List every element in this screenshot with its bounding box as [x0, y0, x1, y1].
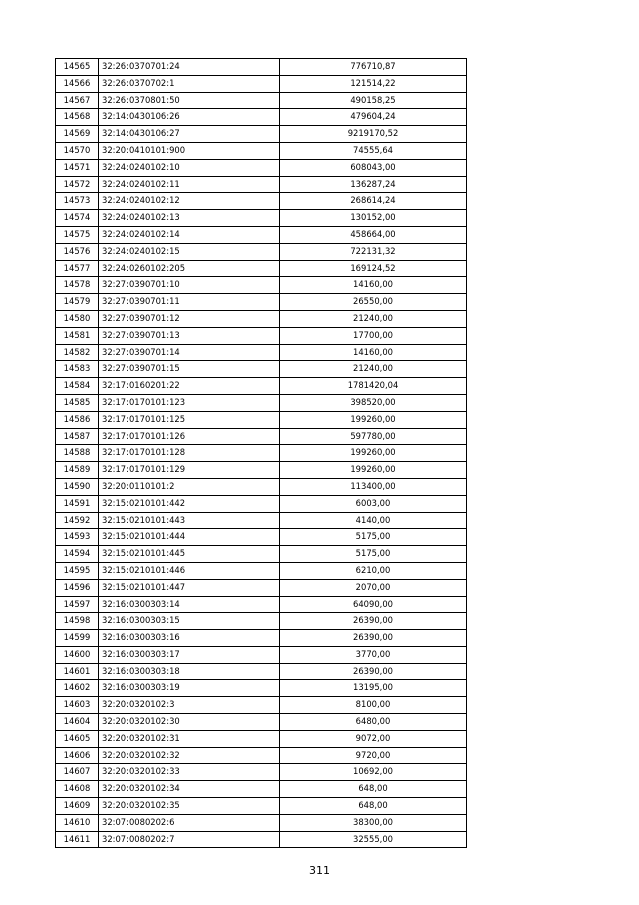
value-cell: 26390,00	[280, 663, 467, 680]
table-row	[56, 361, 467, 378]
row-number-cell: 14585	[56, 394, 99, 411]
table-row	[56, 260, 467, 277]
table-body	[56, 59, 467, 848]
row-number-cell: 14566	[56, 75, 99, 92]
row-number-cell: 14573	[56, 193, 99, 210]
table-row	[56, 310, 467, 327]
row-number-cell: 14604	[56, 714, 99, 731]
value-cell: 5175,00	[280, 546, 467, 563]
value-cell: 21240,00	[280, 361, 467, 378]
table-row	[56, 831, 467, 848]
value-cell: 26390,00	[280, 613, 467, 630]
document-page	[55, 58, 467, 848]
table-row	[56, 159, 467, 176]
row-number-cell: 14595	[56, 562, 99, 579]
table-row	[56, 714, 467, 731]
value-cell: 490158,25	[280, 92, 467, 109]
row-number-cell: 14577	[56, 260, 99, 277]
row-number-cell: 14584	[56, 378, 99, 395]
cadastral-number-cell: 32:27:0390701:15	[99, 361, 280, 378]
row-number-cell: 14583	[56, 361, 99, 378]
row-number-cell: 14570	[56, 142, 99, 159]
table-row	[56, 764, 467, 781]
cadastral-number-cell: 32:27:0390701:11	[99, 294, 280, 311]
table-row	[56, 226, 467, 243]
table-row	[56, 579, 467, 596]
table-row	[56, 613, 467, 630]
table-row	[56, 781, 467, 798]
row-number-cell: 14610	[56, 814, 99, 831]
table-row	[56, 294, 467, 311]
cadastral-number-cell: 32:20:0320102:34	[99, 781, 280, 798]
table-row	[56, 411, 467, 428]
cadastral-number-cell: 32:27:0390701:12	[99, 310, 280, 327]
table-row	[56, 495, 467, 512]
table-row	[56, 428, 467, 445]
row-number-cell: 14593	[56, 529, 99, 546]
table-row	[56, 193, 467, 210]
value-cell: 597780,00	[280, 428, 467, 445]
value-cell: 10692,00	[280, 764, 467, 781]
value-cell: 458664,00	[280, 226, 467, 243]
cadastral-number-cell: 32:17:0170101:126	[99, 428, 280, 445]
row-number-cell: 14571	[56, 159, 99, 176]
table-row	[56, 142, 467, 159]
value-cell: 64090,00	[280, 596, 467, 613]
table-row	[56, 243, 467, 260]
table-row	[56, 327, 467, 344]
cadastral-number-cell: 32:24:0240102:12	[99, 193, 280, 210]
cadastral-number-cell: 32:16:0300303:18	[99, 663, 280, 680]
cadastral-number-cell: 32:16:0300303:19	[99, 680, 280, 697]
cadastral-number-cell: 32:24:0240102:10	[99, 159, 280, 176]
row-number-cell: 14582	[56, 344, 99, 361]
value-cell: 14160,00	[280, 344, 467, 361]
row-number-cell: 14574	[56, 210, 99, 227]
row-number-cell: 14580	[56, 310, 99, 327]
value-cell: 6480,00	[280, 714, 467, 731]
table-row	[56, 344, 467, 361]
value-cell: 32555,00	[280, 831, 467, 848]
row-number-cell: 14592	[56, 512, 99, 529]
value-cell: 6210,00	[280, 562, 467, 579]
table-row	[56, 663, 467, 680]
value-cell: 5175,00	[280, 529, 467, 546]
cadastral-number-cell: 32:20:0320102:31	[99, 730, 280, 747]
value-cell: 14160,00	[280, 277, 467, 294]
value-cell: 74555,64	[280, 142, 467, 159]
table-row	[56, 478, 467, 495]
value-cell: 199260,00	[280, 445, 467, 462]
cadastral-number-cell: 32:16:0300303:15	[99, 613, 280, 630]
value-cell: 268614,24	[280, 193, 467, 210]
value-cell: 9219170,52	[280, 126, 467, 143]
table-row	[56, 697, 467, 714]
value-cell: 136287,24	[280, 176, 467, 193]
cadastral-number-cell: 32:16:0300303:17	[99, 646, 280, 663]
value-cell: 17700,00	[280, 327, 467, 344]
cadastral-number-cell: 32:15:0210101:446	[99, 562, 280, 579]
value-cell: 113400,00	[280, 478, 467, 495]
table-row	[56, 75, 467, 92]
row-number-cell: 14605	[56, 730, 99, 747]
value-cell: 608043,00	[280, 159, 467, 176]
row-number-cell: 14576	[56, 243, 99, 260]
table-row	[56, 646, 467, 663]
row-number-cell: 14597	[56, 596, 99, 613]
cadastral-number-cell: 32:15:0210101:447	[99, 579, 280, 596]
value-cell: 199260,00	[280, 411, 467, 428]
value-cell: 1781420,04	[280, 378, 467, 395]
cadastral-number-cell: 32:24:0240102:11	[99, 176, 280, 193]
table-row	[56, 109, 467, 126]
value-cell: 199260,00	[280, 462, 467, 479]
cadastral-number-cell: 32:24:0240102:15	[99, 243, 280, 260]
row-number-cell: 14575	[56, 226, 99, 243]
value-cell: 26390,00	[280, 630, 467, 647]
cadastral-number-cell: 32:16:0300303:16	[99, 630, 280, 647]
row-number-cell: 14588	[56, 445, 99, 462]
value-cell: 648,00	[280, 781, 467, 798]
table-row	[56, 92, 467, 109]
cadastral-number-cell: 32:20:0410101:900	[99, 142, 280, 159]
cadastral-number-cell: 32:24:0260102:205	[99, 260, 280, 277]
value-cell: 21240,00	[280, 310, 467, 327]
row-number-cell: 14607	[56, 764, 99, 781]
cadastral-number-cell: 32:26:0370801:50	[99, 92, 280, 109]
row-number-cell: 14609	[56, 798, 99, 815]
cadastral-number-cell: 32:15:0210101:443	[99, 512, 280, 529]
cadastral-number-cell: 32:27:0390701:13	[99, 327, 280, 344]
cadastral-number-cell: 32:20:0320102:32	[99, 747, 280, 764]
table-row	[56, 176, 467, 193]
table-row	[56, 512, 467, 529]
row-number-cell: 14587	[56, 428, 99, 445]
cadastral-number-cell: 32:20:0320102:35	[99, 798, 280, 815]
cadastral-number-cell: 32:20:0320102:30	[99, 714, 280, 731]
cadastral-number-cell: 32:17:0170101:129	[99, 462, 280, 479]
cadastral-number-cell: 32:20:0320102:3	[99, 697, 280, 714]
row-number-cell: 14589	[56, 462, 99, 479]
cadastral-number-cell: 32:15:0210101:445	[99, 546, 280, 563]
table-row	[56, 462, 467, 479]
row-number-cell: 14596	[56, 579, 99, 596]
table-row	[56, 529, 467, 546]
row-number-cell: 14568	[56, 109, 99, 126]
row-number-cell: 14594	[56, 546, 99, 563]
cadastral-number-cell: 32:20:0320102:33	[99, 764, 280, 781]
table-row	[56, 546, 467, 563]
value-cell: 776710,87	[280, 59, 467, 76]
table-row	[56, 378, 467, 395]
table-row	[56, 445, 467, 462]
table-row	[56, 596, 467, 613]
cadastral-number-cell: 32:26:0370702:1	[99, 75, 280, 92]
value-cell: 398520,00	[280, 394, 467, 411]
row-number-cell: 14579	[56, 294, 99, 311]
cadastral-number-cell: 32:16:0300303:14	[99, 596, 280, 613]
table-row	[56, 277, 467, 294]
table-row	[56, 126, 467, 143]
value-cell: 8100,00	[280, 697, 467, 714]
value-cell: 722131,32	[280, 243, 467, 260]
row-number-cell: 14567	[56, 92, 99, 109]
table-row	[56, 747, 467, 764]
row-number-cell: 14608	[56, 781, 99, 798]
value-cell: 38300,00	[280, 814, 467, 831]
row-number-cell: 14600	[56, 646, 99, 663]
value-cell: 3770,00	[280, 646, 467, 663]
row-number-cell: 14581	[56, 327, 99, 344]
value-cell: 6003,00	[280, 495, 467, 512]
row-number-cell: 14601	[56, 663, 99, 680]
cadastral-number-cell: 32:20:0110101:2	[99, 478, 280, 495]
cadastral-number-cell: 32:26:0370701:24	[99, 59, 280, 76]
value-cell: 2070,00	[280, 579, 467, 596]
cadastral-number-cell: 32:14:0430106:27	[99, 126, 280, 143]
value-cell: 4140,00	[280, 512, 467, 529]
value-cell: 648,00	[280, 798, 467, 815]
table-row	[56, 680, 467, 697]
row-number-cell: 14586	[56, 411, 99, 428]
value-cell: 9720,00	[280, 747, 467, 764]
cadastral-number-cell: 32:07:0080202:6	[99, 814, 280, 831]
value-cell: 169124,52	[280, 260, 467, 277]
cadastral-number-cell: 32:27:0390701:14	[99, 344, 280, 361]
value-cell: 26550,00	[280, 294, 467, 311]
row-number-cell: 14602	[56, 680, 99, 697]
table-row	[56, 59, 467, 76]
cadastral-number-cell: 32:17:0160201:22	[99, 378, 280, 395]
data-table	[55, 58, 467, 848]
cadastral-number-cell: 32:17:0170101:128	[99, 445, 280, 462]
row-number-cell: 14591	[56, 495, 99, 512]
row-number-cell: 14572	[56, 176, 99, 193]
cadastral-number-cell: 32:27:0390701:10	[99, 277, 280, 294]
cadastral-number-cell: 32:15:0210101:444	[99, 529, 280, 546]
table-row	[56, 210, 467, 227]
cadastral-number-cell: 32:24:0240102:14	[99, 226, 280, 243]
value-cell: 479604,24	[280, 109, 467, 126]
value-cell: 13195,00	[280, 680, 467, 697]
row-number-cell: 14569	[56, 126, 99, 143]
cadastral-number-cell: 32:15:0210101:442	[99, 495, 280, 512]
table-row	[56, 814, 467, 831]
page-number: 311	[309, 864, 330, 877]
table-row	[56, 394, 467, 411]
row-number-cell: 14606	[56, 747, 99, 764]
table-row	[56, 730, 467, 747]
row-number-cell: 14578	[56, 277, 99, 294]
row-number-cell: 14599	[56, 630, 99, 647]
cadastral-number-cell: 32:14:0430106:26	[99, 109, 280, 126]
cadastral-number-cell: 32:07:0080202:7	[99, 831, 280, 848]
table-row	[56, 798, 467, 815]
table-row	[56, 562, 467, 579]
value-cell: 130152,00	[280, 210, 467, 227]
row-number-cell: 14598	[56, 613, 99, 630]
value-cell: 9072,00	[280, 730, 467, 747]
cadastral-number-cell: 32:24:0240102:13	[99, 210, 280, 227]
cadastral-number-cell: 32:17:0170101:123	[99, 394, 280, 411]
row-number-cell: 14611	[56, 831, 99, 848]
row-number-cell: 14603	[56, 697, 99, 714]
value-cell: 121514,22	[280, 75, 467, 92]
table-row	[56, 630, 467, 647]
cadastral-number-cell: 32:17:0170101:125	[99, 411, 280, 428]
row-number-cell: 14565	[56, 59, 99, 76]
row-number-cell: 14590	[56, 478, 99, 495]
